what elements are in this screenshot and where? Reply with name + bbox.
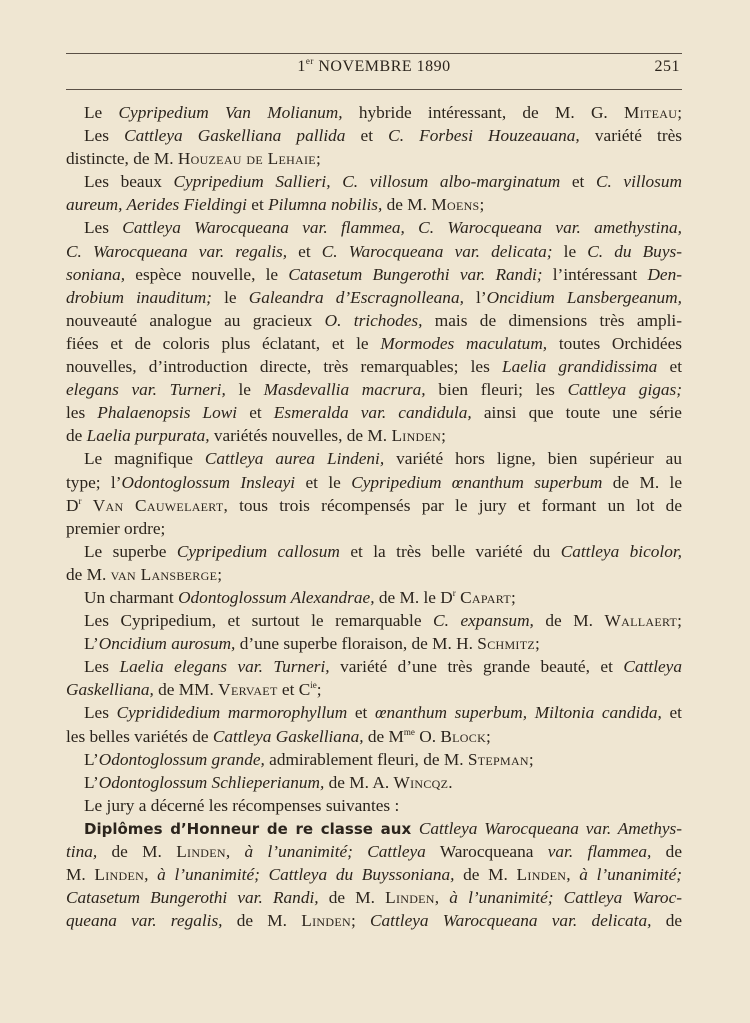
text-run: nouvelles, d’introduction directe, très remarquables; les xyxy=(66,357,503,377)
italic-run: Cattleya aurea Lindeni, xyxy=(204,449,385,469)
text-run: Le xyxy=(84,103,119,122)
text-line xyxy=(66,193,682,216)
italic-run: Cypripedium callosum xyxy=(176,541,340,561)
italic-run: Odontoglossum Alexandrae, xyxy=(178,587,375,607)
smallcaps-run: Wallaert xyxy=(604,611,678,631)
text-line xyxy=(66,424,682,447)
text-line xyxy=(66,517,682,540)
text-line xyxy=(66,725,682,748)
text-run: le xyxy=(225,380,264,400)
text-run: L’ xyxy=(84,749,99,769)
text-run: ; xyxy=(486,726,491,746)
text-run: et xyxy=(661,703,682,723)
text-run: Les xyxy=(84,703,117,723)
text-line xyxy=(66,632,682,655)
smallcaps-run: Block xyxy=(440,726,487,746)
italic-run: Oncidium Lansbergeanum, xyxy=(486,287,682,307)
text-run: , xyxy=(434,888,450,908)
text-run: de M. xyxy=(97,842,177,861)
smallcaps-run: Moens xyxy=(431,195,480,215)
text-run: de M. xyxy=(222,911,302,931)
text-line xyxy=(66,863,682,886)
text-run: de M. xyxy=(454,865,517,885)
text-run: distincte, de M. xyxy=(66,149,178,169)
text-line xyxy=(66,540,682,563)
smallcaps-run: Stepman xyxy=(467,749,529,769)
text-run: et C xyxy=(277,680,311,700)
superscript-run: r xyxy=(78,495,82,506)
text-line xyxy=(66,332,682,355)
text-line xyxy=(66,609,682,632)
text-run: ; xyxy=(350,911,370,931)
text-run: et xyxy=(657,357,682,377)
text-run: toutes Orchidées xyxy=(547,333,682,353)
text-run: Les beaux xyxy=(84,172,174,192)
text-run: ; xyxy=(441,426,446,446)
italic-run: C. du Buys- xyxy=(587,241,682,261)
bold-run: re xyxy=(295,819,314,838)
text-run: de M. xyxy=(382,195,432,215)
italic-run: Odontoglossum Schlieperianum, xyxy=(98,772,325,792)
smallcaps-run: Wincqz xyxy=(393,772,449,792)
text-run: Warocqueana xyxy=(425,842,548,861)
smallcaps-run: Linden xyxy=(391,426,442,446)
text-run: ; xyxy=(316,680,322,700)
italic-run: Laelia elegans var. Turneri, xyxy=(119,657,330,677)
italic-run: à l’unanimité; xyxy=(579,865,682,885)
text-run: Les xyxy=(84,218,123,238)
text-run: Le magnifique xyxy=(84,449,205,469)
text-run: de M. le D xyxy=(374,587,453,607)
text-line xyxy=(66,771,682,794)
italic-run: drobium inauditum; xyxy=(66,287,212,307)
text-run: et xyxy=(237,403,274,423)
italic-run: C. Warocqueana var. regalis, xyxy=(66,241,288,261)
text-run: M. xyxy=(66,865,95,885)
text-run: Les xyxy=(84,126,125,146)
text-run: de M. A. xyxy=(324,772,394,792)
body-text xyxy=(66,101,682,932)
italic-run: Oncidium aurosum, xyxy=(98,634,236,654)
text-run: le xyxy=(552,241,588,261)
italic-run: œnanthum superbum, Miltonia candida, xyxy=(374,703,662,723)
text-run: , xyxy=(144,865,158,885)
text-run: bien fleuri; les xyxy=(425,380,568,400)
smallcaps-run: Capart xyxy=(460,587,511,607)
text-run: Les xyxy=(84,657,120,677)
text-run: de MM. xyxy=(153,680,219,700)
superscript-run: ie xyxy=(310,680,317,691)
text-run: mais de dimensions très ampli- xyxy=(422,310,682,330)
italic-run: Catasetum Bungerothi var. Randi; xyxy=(288,264,543,284)
italic-run: Cattleya Warocqueana var. delicata, xyxy=(370,911,652,931)
italic-run: à l’unanimité; Cattleya du Buyssoniana, xyxy=(157,865,455,885)
header-rule-bottom xyxy=(66,89,682,90)
text-run: ; xyxy=(677,611,682,631)
italic-run: Laelia purpurata, xyxy=(86,426,210,446)
text-run: fiées et de coloris plus éclatant, et le xyxy=(66,333,381,353)
text-run: et xyxy=(287,241,322,261)
smallcaps-run: Linden xyxy=(94,865,145,885)
text-line xyxy=(66,886,682,909)
bold-run: Diplômes d’Honneur de xyxy=(84,819,296,838)
text-run: Les Cypripedium, et surtout le remarquable xyxy=(84,611,434,631)
smallcaps-run: Vervaet xyxy=(218,680,278,700)
running-header xyxy=(66,58,682,82)
text-line xyxy=(66,840,682,863)
text-line xyxy=(66,655,682,678)
text-run: de M xyxy=(363,726,404,746)
text-line xyxy=(66,794,682,817)
smallcaps-run: Van Cauwelaert xyxy=(92,495,224,515)
text-run: ; xyxy=(479,195,485,215)
header-date xyxy=(66,58,682,76)
text-line xyxy=(66,909,682,932)
text-line xyxy=(66,355,682,378)
text-line xyxy=(66,586,682,609)
text-run: hybride intéressant, de M. G. xyxy=(342,103,625,122)
bold-run: classe aux xyxy=(313,819,419,838)
text-run: type; l’ xyxy=(66,472,122,492)
superscript-run: me xyxy=(403,726,415,737)
text-run: L’ xyxy=(84,634,99,654)
header-date-ordinal-suffix: er xyxy=(305,56,314,66)
text-run: , xyxy=(566,865,580,885)
text-run xyxy=(81,496,92,515)
text-run: de M. le xyxy=(602,472,682,492)
text-run: ; xyxy=(217,564,223,584)
text-line xyxy=(66,147,682,170)
italic-run: Cypripedium œnanthum superbum xyxy=(351,472,603,492)
italic-run: Catasetum Bungerothi var. Randi, xyxy=(66,888,319,908)
text-run: et la très belle variété du xyxy=(339,541,561,561)
text-run: ; xyxy=(315,149,321,169)
text-run: variété hors ligne, bien supérieur au xyxy=(384,449,682,469)
italic-run: tina, xyxy=(66,842,98,861)
italic-run: à l’unanimité; Cattleya Waroc- xyxy=(449,888,682,908)
text-run: variété très xyxy=(579,126,682,146)
text-run: Le jury a décerné les récompenses suivantes : xyxy=(84,795,400,815)
italic-run: Cattleya Warocqueana var. flammea, C. Warocqueana var. amethystina, xyxy=(122,218,682,238)
text-line xyxy=(66,309,682,332)
italic-run: Esmeralda var. candidula, xyxy=(273,403,472,423)
text-run: et xyxy=(345,126,389,146)
italic-run: Galeandra d’Escragnolleana, xyxy=(248,287,464,307)
italic-run: O. trichodes, xyxy=(324,310,423,330)
header-rule-top xyxy=(66,53,682,54)
header-date-ordinal: 1 xyxy=(297,58,306,75)
text-line xyxy=(66,240,682,263)
text-run: variétés nouvelles, de M. xyxy=(209,426,392,446)
italic-run: Masdevallia macrura, xyxy=(263,380,426,400)
page-number: 251 xyxy=(654,58,680,75)
smallcaps-run: Linden xyxy=(301,911,351,931)
smallcaps-run: Linden xyxy=(516,865,567,885)
italic-run: Cypripedium Sallieri, C. villosum albo-marginatum xyxy=(173,172,561,192)
text-line xyxy=(66,216,682,239)
italic-run: elegans var. Turneri, xyxy=(66,380,226,400)
smallcaps-run: Linden xyxy=(176,842,226,861)
text-run: les xyxy=(66,403,98,423)
superscript-run: r xyxy=(452,587,456,598)
italic-run: C. Warocqueana var. delicata; xyxy=(321,241,553,261)
text-line xyxy=(66,124,682,147)
text-line xyxy=(66,447,682,470)
italic-run: Phalaenopsis Lowi xyxy=(97,403,238,423)
text-run: de M. xyxy=(533,611,605,631)
text-run: et xyxy=(560,172,596,192)
text-run: de xyxy=(651,842,682,861)
text-line xyxy=(66,701,682,724)
text-run: l’intéressant xyxy=(542,264,648,284)
italic-run: Cattleya xyxy=(623,657,682,677)
text-line xyxy=(66,494,682,517)
text-run: l’ xyxy=(463,287,487,307)
italic-run: Cattleya Warocqueana var. Amethys- xyxy=(418,818,682,838)
text-run: D xyxy=(66,495,79,515)
italic-run: Cattleya Gaskelliana, xyxy=(212,726,364,746)
italic-run: Cyprididedium marmorophyllum xyxy=(116,703,348,723)
text-run: espèce nouvelle, le xyxy=(125,264,289,284)
italic-run: Cattleya gigas; xyxy=(567,380,682,400)
text-run: d’une superbe floraison, de M. H. xyxy=(235,634,478,654)
italic-run: Gaskelliana, xyxy=(66,680,154,700)
text-run: ; xyxy=(535,634,540,654)
text-run: , xyxy=(225,842,245,861)
text-run: ; xyxy=(677,103,682,122)
text-run: de xyxy=(66,426,87,446)
text-line xyxy=(66,678,682,701)
text-run: nouveauté analogue au gracieux xyxy=(66,310,325,330)
text-run: variété d’une très grande beauté, et xyxy=(329,657,624,677)
text-line xyxy=(66,378,682,401)
italic-run: Odontoglossum Insleayi xyxy=(121,472,296,492)
text-line xyxy=(66,563,682,586)
smallcaps-run: Schmitz xyxy=(477,634,535,654)
italic-run: queana var. regalis, xyxy=(66,911,223,931)
text-run: , tous trois récompensés par le jury et formant un lot de xyxy=(223,495,682,515)
italic-run: à l’unanimité; Cattleya xyxy=(244,842,426,861)
italic-run: C. expansum, xyxy=(433,611,534,631)
text-line xyxy=(66,286,682,309)
text-run: ; xyxy=(510,587,516,607)
text-run: Un charmant xyxy=(84,587,179,607)
text-run: Le superbe xyxy=(84,541,177,561)
italic-run: C. Forbesi Houzeauana, xyxy=(388,126,580,146)
smallcaps-run: Miteau xyxy=(624,103,678,122)
italic-run: Cattleya bicolor, xyxy=(560,541,682,561)
text-run: O. xyxy=(414,726,441,746)
italic-run: Mormodes maculatum, xyxy=(380,333,548,353)
text-run: de xyxy=(651,911,682,931)
text-run: et xyxy=(246,195,269,215)
text-line xyxy=(66,101,682,124)
text-line xyxy=(66,263,682,286)
smallcaps-run: Houzeau de Lehaie xyxy=(177,149,316,169)
text-line xyxy=(66,748,682,771)
text-run: ; xyxy=(528,749,534,769)
text-run: . xyxy=(448,772,453,792)
italic-run: aureum, Aerides Fieldingi xyxy=(66,195,247,215)
text-run: admirablement fleuri, de M. xyxy=(264,749,468,769)
text-run: L’ xyxy=(84,772,99,792)
text-line xyxy=(66,817,682,840)
text-line xyxy=(66,401,682,424)
italic-run: Cypripedium Van Molianum, xyxy=(118,103,343,122)
italic-run: Den- xyxy=(647,264,682,284)
text-line xyxy=(66,471,682,494)
text-run: de M. xyxy=(318,888,386,908)
text-run: et le xyxy=(295,472,352,492)
italic-run: Odontoglossum grande, xyxy=(98,749,265,769)
text-run: les belles variétés de xyxy=(66,726,213,746)
italic-run: soniana, xyxy=(66,264,126,284)
smallcaps-run: Linden xyxy=(385,888,435,908)
header-date-text: NOVEMBRE 1890 xyxy=(313,58,451,75)
italic-run: Laelia grandidissima xyxy=(502,357,658,377)
text-run: de M. xyxy=(66,564,111,584)
italic-run: Cattleya Gaskelliana pallida xyxy=(124,126,346,146)
smallcaps-run: van Lansberge xyxy=(110,564,218,584)
text-run: premier ordre; xyxy=(66,518,166,538)
italic-run: C. villosum xyxy=(595,172,682,192)
text-run: le xyxy=(211,287,249,307)
text-run: et xyxy=(347,703,375,723)
text-run: ainsi que toute une série xyxy=(471,403,682,423)
italic-run: var. flammea, xyxy=(547,842,652,861)
text-line xyxy=(66,170,682,193)
italic-run: Pilumna nobilis, xyxy=(268,195,383,215)
